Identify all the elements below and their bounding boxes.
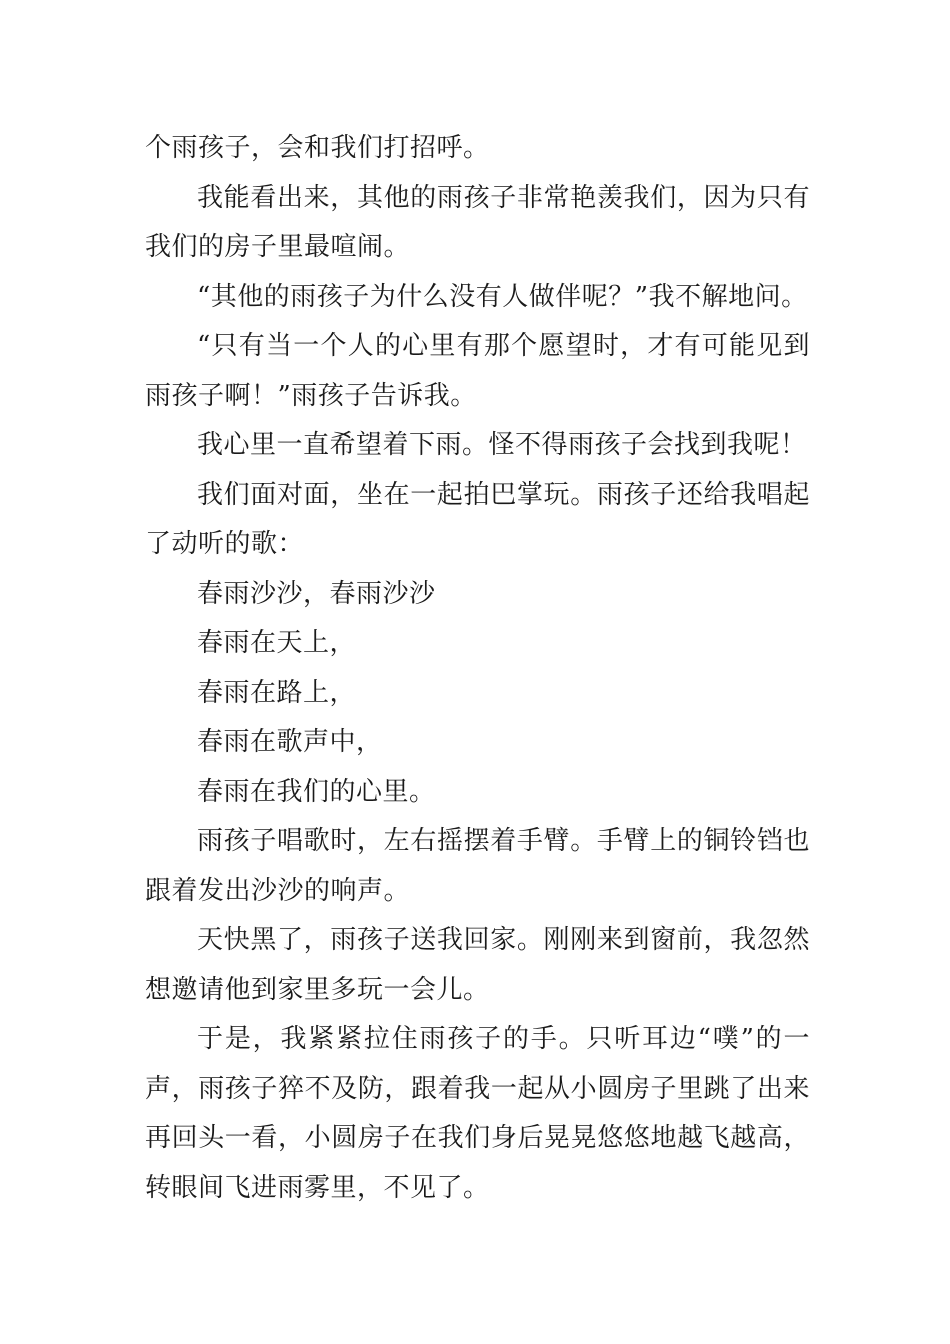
text-line: 于是，我紧紧拉住雨孩子的手。只听耳边“噗”的一 — [197, 1024, 810, 1054]
text-line: 我心里一直希望着下雨。怪不得雨孩子会找到我呢！ — [197, 430, 807, 460]
text-line: 了动听的歌： — [145, 529, 305, 559]
text-line: 再回头一看，小圆房子在我们身后晃晃悠悠地越飞越高， — [145, 1123, 810, 1153]
text-line: 雨孩子唱歌时，左右摇摆着手臂。手臂上的铜铃铛也 — [197, 826, 810, 856]
text-line: 春雨在歌声中， — [197, 727, 383, 757]
story-text-body — [145, 124, 810, 1213]
text-line: 我能看出来，其他的雨孩子非常艳羡我们，因为只有 — [197, 182, 810, 213]
text-line: “只有当一个人的心里有那个愿望时，才有可能见到 — [197, 331, 810, 361]
text-line: 春雨在天上， — [197, 628, 357, 658]
text-line: 我们的房子里最喧闹。 — [145, 232, 411, 262]
text-line: 天快黑了，雨孩子送我回家。刚刚来到窗前，我忽然 — [197, 925, 810, 955]
text-line: 个雨孩子，会和我们打招呼。 — [145, 133, 490, 163]
text-line: 我们面对面，坐在一起拍巴掌玩。雨孩子还给我唱起 — [197, 479, 810, 510]
text-line: 春雨在路上， — [197, 677, 357, 708]
text-line: 春雨在我们的心里。 — [197, 776, 436, 807]
text-line: 声，雨孩子猝不及防，跟着我一起从小圆房子里跳了出来 — [145, 1073, 810, 1104]
text-line: “其他的雨孩子为什么没有人做伴呢？”我不解地问。 — [197, 281, 808, 312]
text-line: 跟着发出沙沙的响声。 — [145, 875, 411, 906]
text-line: 春雨沙沙，春雨沙沙 — [197, 578, 436, 609]
text-line: 想邀请他到家里多玩一会儿。 — [145, 974, 490, 1005]
text-line: 雨孩子啊！”雨孩子告诉我。 — [145, 380, 477, 411]
text-line: 转眼间飞进雨雾里，不见了。 — [145, 1172, 490, 1203]
